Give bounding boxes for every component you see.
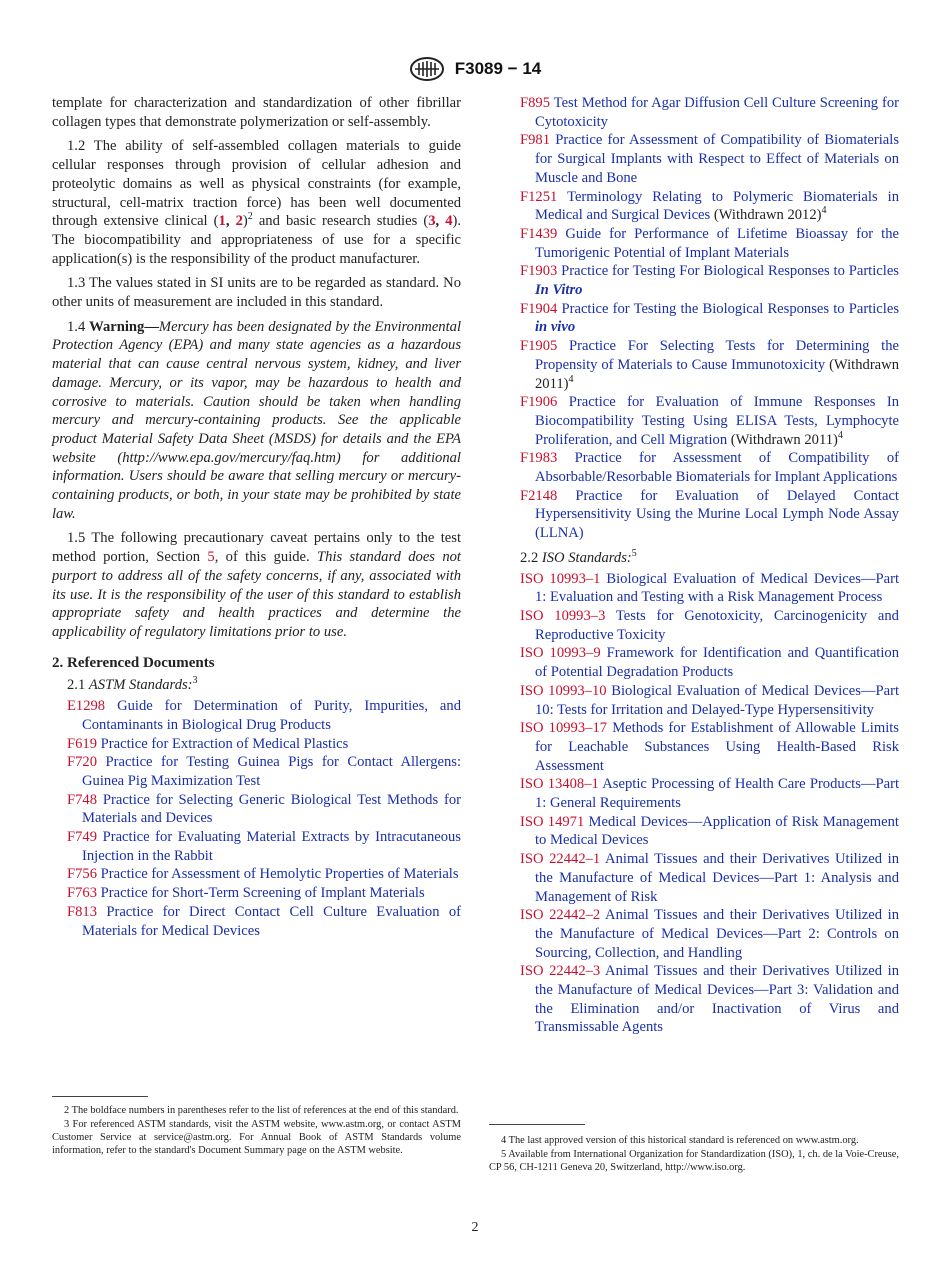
paragraph-1-3: 1.3 The values stated in SI units are to be regarded as standard. No other units of measurement are included in this standard. [52, 275, 461, 311]
section-heading-referenced-documents: 2. Referenced Documents [52, 654, 215, 671]
reference-code-link[interactable]: ISO 13408–1 [520, 776, 599, 793]
reference-link-4[interactable]: 4 [445, 213, 453, 230]
reference-title-link[interactable]: Practice for Evaluation of Delayed Contact Hypersensitivity Using the Murine Local Lymph Node Assay (LLNA) [535, 487, 899, 542]
reference-title-link[interactable]: Methods for Establishment of Allowable Limits for Leachable Substances Using Health-Based Risk Assessment [535, 720, 899, 774]
reference-title-link[interactable]: Biological Evaluation of Medical Devices—Part 1: Evaluation and Testing with a Risk Management Process [535, 570, 899, 606]
paragraph-continuation: template for characterization and standardization of other fibrillar collagen types that demonstrate polymerization or self-assembly. [52, 95, 461, 130]
reference-code-link[interactable]: F1903 [520, 263, 558, 280]
reference-item [67, 735, 461, 754]
reference-code-link[interactable]: F813 [67, 903, 98, 920]
right-column [505, 94, 899, 1037]
reference-link-2[interactable]: 2 [235, 213, 243, 230]
reference-title-link[interactable]: Practice for Direct Contact Cell Culture Evaluation of Materials for Medical Devices [82, 903, 461, 939]
reference-item [67, 903, 461, 940]
footnote-rule-left [52, 1096, 148, 1097]
reference-code-link[interactable]: F895 [520, 95, 551, 111]
reference-item [520, 570, 899, 607]
left-column [52, 94, 461, 940]
reference-item: F1251 Terminology Relating to Polymeric Biomaterials in Medical and Surgical Devices (Withdrawn 2012)$^4$ [520, 188, 899, 224]
reference-code-link[interactable]: ISO 10993–10 [520, 682, 607, 699]
reference-code-link[interactable]: F1439 [520, 225, 558, 242]
footnote-rule-right [489, 1124, 585, 1125]
footnote-4: 4 The last approved version of this historical standard is referenced on www.astm.org. [501, 1135, 859, 1146]
reference-title-link[interactable]: Practice for Extraction of Medical Plastics [100, 735, 349, 752]
reference-code-link[interactable]: ISO 22442–3 [520, 963, 601, 980]
reference-item [520, 906, 899, 962]
reference-title-link[interactable]: Test Method for Agar Diffusion Cell Culture Screening for Cytotoxicity [535, 95, 899, 130]
reference-code-link[interactable]: ISO 10993–9 [520, 645, 601, 662]
paragraph-1-4: 1.4 Warning—Mercury has been designated by the Environmental Protection Agency (EPA) and many state agencies as a hazardous material that can cause central nervous system, kidney, and liver damage. Mercury, or its vapor, may be hazardous to health and corrosive to materials. Caution should be taken when handling mercury and mercury-containing products. See the applicable product Material Safety Data Sheet (MSDS) for details and the EPA website (http://www.epa.gov/mercury/faq.htm) for additional information. Users should be aware that selling mercury or mercury-containing products, or both, in your state may be prohibited by state law. [52, 318, 461, 522]
footnote-5: 5 Available from International Organization for Standardization (ISO), 1, ch. de la Voie-Creuse, CP 56, CH-1211 Geneva 20, Switzerland, http://www.iso.org. [489, 1149, 899, 1173]
astm-reference-list [52, 697, 461, 940]
reference-code-link[interactable]: ISO 10993–3 [520, 607, 606, 624]
reference-title-link[interactable]: Terminology Relating to Polymeric Biomaterials in Medical and Surgical Devices [535, 188, 899, 224]
reference-item [520, 262, 899, 299]
reference-title-link[interactable]: Guide for Determination of Purity, Impurities, and Contaminants in Biological Drug Products [82, 698, 461, 733]
reference-code-link[interactable]: F1251 [520, 188, 558, 205]
reference-title-link[interactable]: Tests for Genotoxicity, Carcinogenicity and Reproductive Toxicity [535, 607, 899, 643]
paragraph-1-5: 1.5 The following precautionary caveat pertains only to the test method portion, Section 5, of this guide. This standard does not purport to address all of the safety concerns, if any, associated with its use. It is the responsibility of the user of this standard to establish appropriate safety and health practices and determine the applicability of regulatory limitations prior to use. [52, 530, 461, 640]
reference-item [520, 94, 899, 131]
reference-title-link[interactable]: Animal Tissues and their Derivatives Utilized in the Manufacture of Medical Devices—Part 1: Analysis and Management of Risk [535, 851, 899, 905]
reference-link-1[interactable]: 1 [218, 213, 226, 230]
reference-code-link[interactable]: ISO 22442–1 [520, 851, 601, 868]
reference-item [67, 753, 461, 790]
reference-item [520, 682, 899, 719]
reference-code-link[interactable]: F1983 [520, 450, 558, 467]
reference-code-link[interactable]: ISO 14971 [520, 813, 585, 830]
reference-title-link[interactable]: Practice for Testing For Biological Responses to Particles In Vitro [535, 263, 899, 299]
reference-item [520, 131, 899, 187]
reference-item [520, 300, 899, 337]
reference-title-link[interactable]: Framework for Identification and Quantification of Potential Degradation Products [535, 645, 899, 681]
reference-title-link[interactable]: Practice for Evaluation of Immune Responses In Biocompatibility Testing Using ELISA Tests, Lymphocyte Proliferation, and Cell Migration [535, 394, 900, 448]
reference-item: F1905 Practice For Selecting Tests for Determining the Propensity of Materials to Cause Immunotoxicity (Withdrawn 2011)$^4$ [520, 338, 899, 392]
reference-title-link[interactable]: Practice for Testing the Biological Responses to Particles in vivo [535, 300, 899, 336]
reference-title-link[interactable]: Practice for Assessment of Hemolytic Properties of Materials [100, 866, 459, 883]
astm-reference-list-continued [505, 94, 899, 188]
footnotes-left [52, 1104, 461, 1158]
reference-title-link[interactable]: Practice For Selecting Tests for Determining the Propensity of Materials to Cause Immunotoxicity [535, 338, 899, 373]
reference-title-link[interactable]: Practice for Short-Term Screening of Implant Materials [100, 885, 425, 902]
reference-code-link[interactable]: E1298 [67, 698, 106, 715]
footnote-mark-2: 2 [247, 211, 253, 223]
reference-code-link[interactable]: F1906 [520, 394, 558, 411]
reference-title-link[interactable]: Practice for Testing Guinea Pigs for Contact Allergens: Guinea Pig Maximization Test [82, 754, 461, 789]
subsection-astm-standards: 2.1 ASTM Standards:$^3$ [67, 675, 198, 694]
reference-code-link[interactable]: F981 [520, 132, 551, 149]
reference-code-link[interactable]: F756 [67, 866, 98, 883]
reference-item [520, 487, 899, 543]
reference-item [67, 884, 461, 903]
reference-code-link[interactable]: F720 [67, 754, 98, 771]
reference-title-link[interactable]: Animal Tissues and their Derivatives Utilized in the Manufacture of Medical Devices—Part 2: Controls on Sourcing, Collection, and Handling [535, 907, 899, 961]
document-id: F3089 − 14 [454, 59, 542, 78]
reference-code-link[interactable]: ISO 10993–1 [520, 570, 601, 587]
reference-item [520, 719, 899, 775]
reference-title-link[interactable]: Medical Devices—Application of Risk Management to Medical Devices [535, 813, 899, 849]
reference-code-link[interactable]: F1904 [520, 300, 558, 317]
reference-item [67, 697, 461, 734]
reference-item [520, 962, 899, 1037]
reference-title-link[interactable]: Animal Tissues and their Derivatives Utilized in the Manufacture of Medical Devices—Part 3: Validation and the Elimination and/or Inactivation of Virus and Transmissable Agents [535, 963, 899, 1036]
reference-item [67, 865, 461, 884]
reference-title-link[interactable]: Practice for Evaluating Material Extracts by Intracutaneous Injection in the Rabbit [82, 829, 461, 864]
section-link-5[interactable]: 5 [207, 549, 215, 566]
reference-item [520, 644, 899, 681]
reference-link-3[interactable]: 3 [428, 213, 436, 230]
astm-reference-list-end [505, 449, 899, 543]
reference-code-link[interactable]: F2148 [520, 487, 558, 504]
iso-reference-list [505, 570, 899, 1038]
reference-title-link[interactable]: Practice for Assessment of Compatibility of Absorbable/Resorbable Biomaterials for Implant Applications [535, 450, 899, 486]
footnote-3: 3 For referenced ASTM standards, visit the ASTM website, www.astm.org, or contact ASTM Customer Service at service@astm.org. For Annual Book of ASTM Standards volume information, refer to the standard's Document Summary page on the ASTM website. [52, 1119, 461, 1156]
paragraph-1-2: 1.2 The ability of self-assembled collagen materials to guide cellular responses through provision of cellular adhesion and proteolytic domains as well as physical constraints (for example, structural, cell-matrix traction force) has been well documented through extensive clinical (1, 2)$^2$ and basic research studies (3, 4). The biocompatibility and appropriateness of use for a specific application(s) is the responsibility of the product manufacturer. [52, 138, 462, 267]
reference-item [67, 791, 461, 828]
page-header [0, 56, 950, 82]
reference-item [520, 850, 899, 906]
reference-item: F1906 Practice for Evaluation of Immune Responses In Biocompatibility Testing Using ELISA Tests, Lymphocyte Proliferation, and Cell Migration (Withdrawn 2011)$^4$ [520, 394, 900, 448]
page-number: 2 [471, 1220, 479, 1235]
reference-code-link[interactable]: F1905 [520, 338, 558, 355]
reference-item [67, 828, 461, 865]
reference-title-link[interactable]: Guide for Performance of Lifetime Bioassay for the Tumorigenic Potential of Implant Materials [535, 225, 899, 261]
reference-code-link[interactable]: F763 [67, 885, 98, 902]
reference-code-link[interactable]: F749 [67, 829, 98, 846]
reference-title-link[interactable]: Biological Evaluation of Medical Devices—Part 10: Tests for Irritation and Delayed-Type Hypersensitivity [535, 682, 899, 718]
reference-code-link[interactable]: ISO 22442–2 [520, 907, 601, 924]
reference-title-link[interactable]: Practice for Assessment of Compatibility of Biomaterials for Surgical Implants with Respect to Effect of Materials on Muscle and Bone [535, 132, 899, 186]
astm-logo-icon [409, 56, 445, 82]
footnotes-right [489, 1134, 899, 1175]
reference-title-link[interactable]: Aseptic Processing of Health Care Products—Part 1: General Requirements [535, 776, 900, 812]
reference-item [520, 449, 899, 486]
reference-item [520, 607, 899, 644]
reference-item [520, 813, 899, 850]
subsection-iso-standards: 2.2 ISO Standards:$^5$ [520, 548, 637, 566]
reference-title-link[interactable]: Practice for Selecting Generic Biological Test Methods for Materials and Devices [82, 791, 461, 827]
footnote-2: 2 The boldface numbers in parentheses refer to the list of references at the end of this standard. [64, 1105, 459, 1116]
reference-item [520, 775, 900, 812]
reference-code-link[interactable]: ISO 10993–17 [520, 720, 608, 737]
reference-item [520, 225, 899, 262]
reference-code-link[interactable]: F619 [67, 735, 98, 752]
reference-code-link[interactable]: F748 [67, 791, 98, 808]
